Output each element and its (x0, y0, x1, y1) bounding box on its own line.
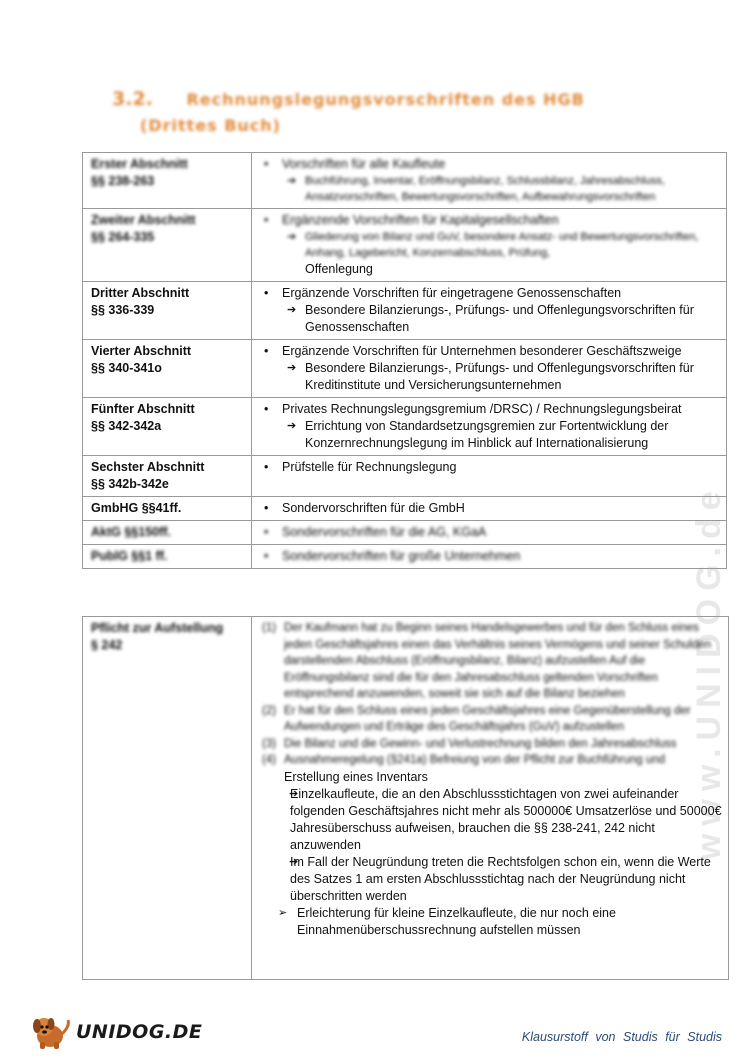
section-number: 3.2. (112, 88, 153, 110)
row-label: AktG §§150ff. (83, 521, 252, 545)
pflicht-table (82, 616, 729, 980)
section-title-line2: (Drittes Buch) (140, 116, 281, 135)
row-content: • Sondervorschriften für die AG, KGaA (252, 521, 727, 545)
row-content: • Privates Rechnungslegungsgremium /DRSC) / Rechnungslegungsbeirat ➔ Errichtung von Standardsetzungsgremien zur Fortentwicklung der Konzernrechnungslegung im Hinblick auf Internationalisierung (252, 398, 727, 456)
table-row (83, 521, 727, 545)
table-row (83, 497, 727, 521)
section-heading (112, 88, 585, 135)
dog-mascot-icon (28, 1012, 72, 1052)
table-row (83, 340, 727, 398)
logo-text: UNIDOG.DE (76, 1021, 203, 1043)
unidog-logo (28, 1012, 202, 1052)
table-row (83, 282, 727, 340)
continuation-text: Erstellung eines Inventars (284, 769, 428, 784)
table-row (83, 209, 727, 282)
row-content: • Prüfstelle für Rechnungslegung (252, 456, 727, 497)
row-content: • Vorschriften für alle Kaufleute ➔ Buchführung, Inventar, Eröffnungsbilanz, Schlussbilanz, Jahresabschluss, Ansatzvorschriften, Bewertungsvorschriften, Aufbewahrungsvorschriften (252, 153, 727, 209)
table-row (83, 617, 729, 980)
section-title-line1: Rechnungslegungsvorschriften des HGB (186, 90, 585, 109)
table-row (83, 456, 727, 497)
row-label: GmbHG §§41ff. (83, 497, 252, 521)
chevron-item: ➢ Erleichterung für kleine Einzelkaufleute, die nur noch eine Einnahmenüberschussrechnung aufstellen müssen (262, 905, 722, 939)
row-label: Fünfter Abschnitt §§ 342-342a (83, 398, 252, 456)
row-content: (1) Der Kaufmann hat zu Beginn seines Handelsgewerbes und für den Schluss eines jeden Geschäftsjahres einen das Verhältnis seines Vermögens und seiner Schulden darstellenden Abschluss (Eröffnungsbilanz, Bilanz) aufzustellen Auf die Eröffnungsbilanz sind die für den Jahresabschluss geltenden Vorschriften entsprechend anzuwenden, soweit sie sich auf die Bilanz beziehen (2) Er hat für den Schluss eines jeden Geschäftsjahres eine Gegenüberstellung der Aufwendungen und Erträge des Geschäftsjahrs (GuV) aufzustellen (3) Die Bilanz und die Gewinn- und Verlustrechnung bilden den Jahresabschluss (4) Ausnahmeregelung (§241a) Befreiung von der Pflicht zur Buchführung und Erstellung eines Inventars ➔ Einzelkaufleute, die an den Abschlussstichtagen von zwei aufeinander folgenden Geschäftsjahres nicht mehr als 500000€ Umsatzerlöse und 50000€ Jahresüberschuss aufweisen, brauchen die §§ 238-241, 242 nicht anzuwenden ➔ Im Fall der Neugründung treten die Rechtsfolgen schon ein, wenn die Werte des Satzes 1 am ersten Abschlussstichtag nach der Neugründung nicht überschritten werden ➢ Erleichterung für kleine Einzelkaufleute, die nur noch eine Einnahmenüberschussrechnung aufstellen müssen (252, 617, 729, 980)
row-content: • Sondervorschriften für die GmbH (252, 497, 727, 521)
table-row (83, 545, 727, 569)
row-content: • Ergänzende Vorschriften für Kapitalgesellschaften ➔ Gliederung von Bilanz und GuV, besondere Ansatz- und Bewertungsvorschriften, Anhang, Lagebericht, Konzernabschluss, Prüfung, Offenlegung (252, 209, 727, 282)
footer-tagline: Klausurstoff von Studis für Studis (521, 1030, 722, 1044)
row-label: PublG §§1 ff. (83, 545, 252, 569)
table-row (83, 398, 727, 456)
row-label: Dritter Abschnitt §§ 336-339 (83, 282, 252, 340)
row-content: • Ergänzende Vorschriften für Unternehmen besonderer Geschäftszweige ➔ Besondere Bilanzierungs-, Prüfungs- und Offenlegungsvorschriften für Kreditinstitute und Versicherungsunternehmen (252, 340, 727, 398)
table-row (83, 153, 727, 209)
row-content: • Sondervorschriften für große Unternehmen (252, 545, 727, 569)
row-label: Pflicht zur Aufstellung § 242 (83, 617, 252, 980)
row-label: Sechster Abschnitt §§ 342b-342e (83, 456, 252, 497)
arrow-item: ➔ Im Fall der Neugründung treten die Rechtsfolgen schon ein, wenn die Werte des Satzes 1 am ersten Abschlussstichtag nach der Neugründung nicht überschritten werden (262, 854, 722, 905)
row-label: Zweiter Abschnitt §§ 264-335 (83, 209, 252, 282)
row-label: Erster Abschnitt §§ 238-263 (83, 153, 252, 209)
arrow-item: ➔ Einzelkaufleute, die an den Abschlussstichtagen von zwei aufeinander folgenden Geschäftsjahres nicht mehr als 500000€ Umsatzerlöse und 50000€ Jahresüberschuss aufweisen, brauchen die §§ 238-241, 242 nicht anzuwenden (262, 786, 722, 854)
watermark: www.UNIDOG.de (690, 483, 728, 860)
row-label: Vierter Abschnitt §§ 340-341o (83, 340, 252, 398)
row-content: • Ergänzende Vorschriften für eingetragene Genossenschaften ➔ Besondere Bilanzierungs-, Prüfungs- und Offenlegungsvorschriften für Genossenschaften (252, 282, 727, 340)
hgb-sections-table (82, 152, 727, 569)
